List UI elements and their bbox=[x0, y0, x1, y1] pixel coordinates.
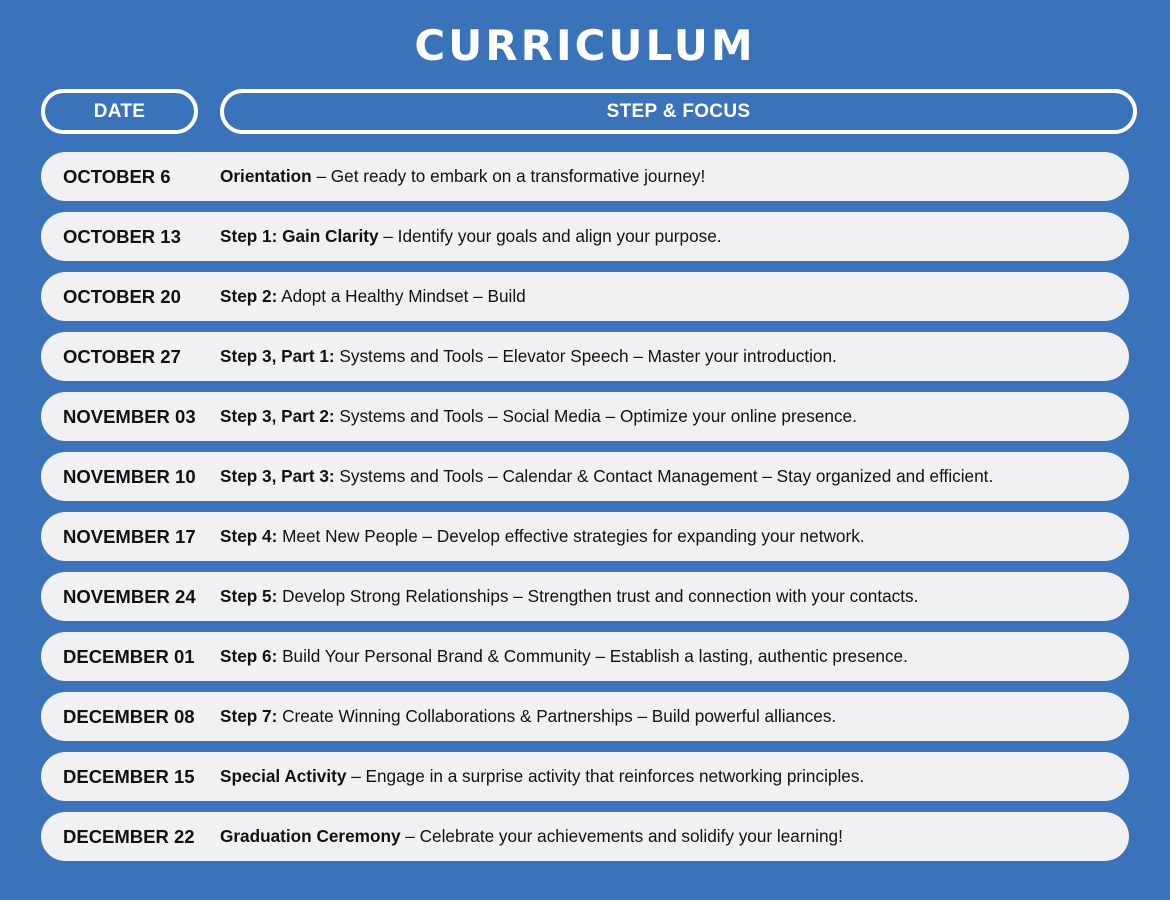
table-row bbox=[41, 812, 1129, 861]
row-focus-text: – Identify your goals and align your purpose. bbox=[378, 226, 722, 246]
row-focus-bold: Step 4: bbox=[220, 526, 278, 546]
table-row bbox=[41, 452, 1129, 501]
row-focus bbox=[220, 692, 836, 741]
row-focus bbox=[220, 152, 705, 201]
row-focus-text: Develop Strong Relationships – Strengthen trust and connection with your contacts. bbox=[277, 586, 919, 606]
row-focus bbox=[220, 212, 722, 261]
row-date: OCTOBER 20 bbox=[63, 286, 181, 307]
row-focus-bold: Step 7: bbox=[220, 706, 278, 726]
date-header-label: DATE bbox=[93, 100, 146, 122]
date-column-header bbox=[41, 89, 198, 134]
table-row bbox=[41, 152, 1129, 201]
row-date: DECEMBER 15 bbox=[63, 766, 195, 787]
row-date: NOVEMBER 24 bbox=[63, 586, 196, 607]
row-focus-text: Build Your Personal Brand & Community – Establish a lasting, authentic presence. bbox=[277, 646, 908, 666]
table-row bbox=[41, 692, 1129, 741]
row-focus bbox=[220, 452, 993, 501]
table-row bbox=[41, 512, 1129, 561]
row-focus-bold: Step 5: bbox=[220, 586, 278, 606]
row-focus-text: – Celebrate your achievements and solidify your learning! bbox=[400, 826, 843, 846]
row-date: OCTOBER 27 bbox=[63, 346, 181, 367]
row-focus-bold: Orientation bbox=[220, 166, 312, 186]
row-focus-bold: Step 3, Part 1: bbox=[220, 346, 335, 366]
row-focus bbox=[220, 332, 837, 381]
table-row bbox=[41, 332, 1129, 381]
table-row bbox=[41, 392, 1129, 441]
row-date: DECEMBER 08 bbox=[63, 706, 195, 727]
page-title: CURRICULUM bbox=[414, 21, 756, 70]
table-row bbox=[41, 632, 1129, 681]
row-focus-bold: Step 1: Gain Clarity bbox=[220, 226, 379, 246]
row-focus-text: Adopt a Healthy Mindset – Build bbox=[277, 286, 526, 306]
row-focus-text: – Engage in a surprise activity that reinforces networking principles. bbox=[346, 766, 865, 786]
row-focus-bold: Step 2: bbox=[220, 286, 278, 306]
row-date: NOVEMBER 17 bbox=[63, 526, 196, 547]
table-row bbox=[41, 752, 1129, 801]
row-focus bbox=[220, 812, 843, 861]
row-focus-text: Systems and Tools – Calendar & Contact Management – Stay organized and efficient. bbox=[334, 466, 994, 486]
step-focus-header-label: STEP & FOCUS bbox=[606, 100, 751, 122]
row-focus bbox=[220, 752, 864, 801]
step-focus-column-header bbox=[220, 89, 1137, 134]
row-date: NOVEMBER 03 bbox=[63, 406, 196, 427]
row-focus-bold: Step 6: bbox=[220, 646, 278, 666]
row-focus-bold: Graduation Ceremony bbox=[220, 826, 401, 846]
row-focus bbox=[220, 512, 865, 561]
row-focus bbox=[220, 572, 918, 621]
table-row bbox=[41, 272, 1129, 321]
row-focus-text: Create Winning Collaborations & Partnerships – Build powerful alliances. bbox=[277, 706, 837, 726]
row-focus-text: Systems and Tools – Social Media – Optimize your online presence. bbox=[334, 406, 857, 426]
row-date: OCTOBER 6 bbox=[63, 166, 171, 187]
row-focus bbox=[220, 632, 908, 681]
row-focus-text: Meet New People – Develop effective strategies for expanding your network. bbox=[277, 526, 865, 546]
row-date: NOVEMBER 10 bbox=[63, 466, 196, 487]
table-row bbox=[41, 572, 1129, 621]
row-focus-bold: Special Activity bbox=[220, 766, 347, 786]
table-row bbox=[41, 212, 1129, 261]
row-focus-bold: Step 3, Part 2: bbox=[220, 406, 335, 426]
row-date: DECEMBER 01 bbox=[63, 646, 195, 667]
row-focus-text: Systems and Tools – Elevator Speech – Master your introduction. bbox=[334, 346, 837, 366]
row-focus-text: – Get ready to embark on a transformative journey! bbox=[311, 166, 706, 186]
row-focus bbox=[220, 392, 857, 441]
row-focus-bold: Step 3, Part 3: bbox=[220, 466, 335, 486]
row-date: OCTOBER 13 bbox=[63, 226, 181, 247]
row-focus bbox=[220, 272, 526, 321]
row-date: DECEMBER 22 bbox=[63, 826, 195, 847]
